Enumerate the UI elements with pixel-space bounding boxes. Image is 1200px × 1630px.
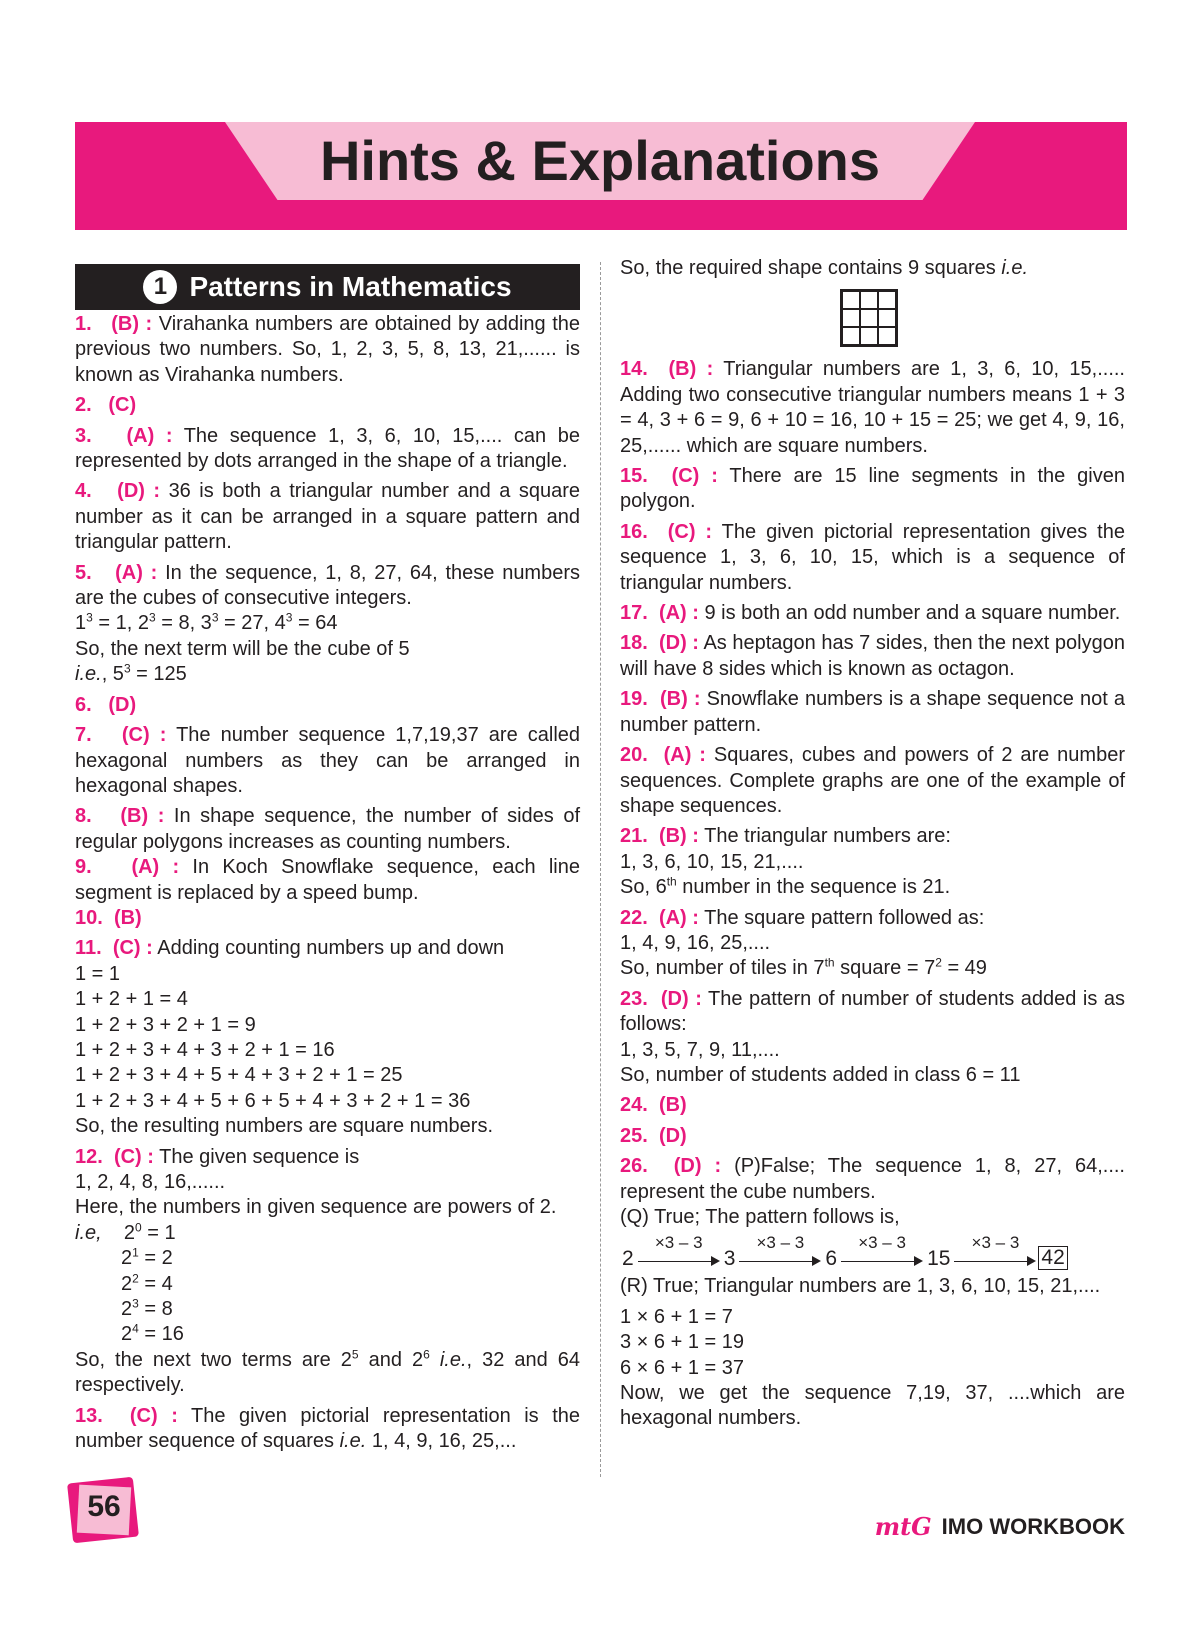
answer-7: 7. (C) : The number sequence 1,7,19,37 are called hexagonal numbers as they can be arranged in hexagonal shapes. <box>75 724 581 797</box>
arrow-icon: ×3 – 3 <box>952 1248 1038 1270</box>
answer-13: 13. (C) : The given pictorial representation is the number sequence of squares i.e. 1, 4, 9, 16, 25,... <box>75 1404 581 1453</box>
page-number: 56 <box>87 1490 121 1523</box>
answer-17: 17. (A) : 9 is both an odd number and a square number. <box>620 602 1121 625</box>
chapter-number: 1 <box>143 270 177 304</box>
answer-25: 25. (D) <box>620 1124 687 1147</box>
answer-9: 9. (A) : In Koch Snowflake sequence, each line segment is replaced by a speed bump. <box>75 856 580 904</box>
page-title: Hints & Explanations <box>319 129 881 192</box>
answer-22: 22. (A) : The square pattern followed as: 1, 4, 9, 16, 25,.... So, number of tiles in 7th square = $7^2 = 49$ <box>620 906 987 980</box>
answer-16: 16. (C) : The given pictorial representation gives the sequence 1, 3, 6, 10, 15, which is a sequence of triangular numbers. <box>620 520 1125 594</box>
left-column <box>75 264 580 1459</box>
footer-brand <box>875 1512 1125 1541</box>
answer-12: 12. (C) : The given sequence is 1, 2, 4, 8, 16,...... Here, the numbers in given sequence are powers of 2. i.e, $2^0 = 1$ $2^1 = 2$ $2^2 = 4$ $2^3 = 8$ $2^4 = 16$ So, the next two terms are $2^5$ and $2^6$ i.e., 32 and 64 respectively. <box>75 1145 580 1397</box>
answer-15: 15. (C) : There are 15 line segments in the given polygon. <box>620 465 1125 513</box>
right-column <box>620 256 1125 1437</box>
boxed-answer: 42 <box>1038 1246 1067 1270</box>
answer-10: 10. (B) <box>75 906 142 929</box>
chapter-heading <box>75 264 580 310</box>
answer-14: 14. (B) : Triangular numbers are 1, 3, 6, 10, 15,..... Adding two consecutive triangular numbers means 1 + 3 = 4, 3 + 6 = 9, 6 + 10 = 16, 10 + 15 = 25; we get 4, 9, 16, 25,...... which are square numbers. <box>620 358 1125 457</box>
chapter-title: Patterns in Mathematics <box>189 271 512 303</box>
answer-19: 19. (B) : Snowflake numbers is a shape sequence not a number pattern. <box>620 688 1125 736</box>
arrow-icon: ×3 – 3 <box>839 1248 925 1270</box>
answer-21: 21. (B) : The triangular numbers are: 1, 3, 6, 10, 15, 21,.... So, 6th number in the sequence is 21. <box>620 825 951 899</box>
answer-24: 24. (B) <box>620 1094 687 1117</box>
answer-20: 20. (A) : Squares, cubes and powers of 2 are number sequences. Complete graphs are one of the example of shape sequences. <box>620 744 1125 817</box>
answer-11: 11. (C) : Adding counting numbers up and down 1 = 1 1 + 2 + 1 = 4 1 + 2 + 3 + 2 + 1 = 9 1 + 2 + 3 + 4 + 3 + 2 + 1 = 16 1 + 2 + 3 + 4 + 5 + 4 + 3 + 2 + 1 = 25 1 + 2 + 3 + 4 + 5 + 6 + 5 + 4 + 3 + 2 + 1 = 36 So, the resulting numbers are square numbers. <box>75 937 505 1138</box>
multiply-chain: 2 ×3 – 3 3 ×3 – 3 6 ×3 – 3 15 ×3 – 3 42 <box>620 1230 1125 1270</box>
answer-3: 3. (A) : The sequence 1, 3, 6, 10, 15,.... can be represented by dots arranged in the shape of a triangle. <box>75 424 581 473</box>
cubes-line: $1^3 = 1$, $2^3 = 8$, $3^3 = 27$, $4^3 = 64$ <box>75 610 338 635</box>
answer-5: 5. (A) : In the sequence, 1, 8, 27, 64, these numbers are the cubes of consecutive integers. $1^3 = 1$, $2^3 = 8$, $3^3 = 27$, $4^3 = 64$ So, the next term will be the cube of 5 i.e., $5^3 = 125$ <box>75 561 581 686</box>
arrow-icon: ×3 – 3 <box>737 1248 823 1270</box>
column-divider <box>600 262 601 1477</box>
answer-23: 23. (D) : The pattern of number of students added is as follows: 1, 3, 5, 7, 9, 11,.... So, number of students added in class 6 = 11 <box>620 987 1125 1086</box>
mtg-logo: mtG <box>874 1512 932 1541</box>
answer-13-continued: So, the required shape contains 9 squares i.e. <box>620 257 1029 279</box>
answer-2: 2. (C) <box>75 394 137 417</box>
answer-8: 8. (B) : In shape sequence, the number of sides of regular polygons increases as counting numbers. <box>75 805 581 853</box>
answer-26: 26. (D) : (P)False; The sequence 1, 8, 27, 64,.... represent the cube numbers. (Q) True; The pattern follows is, 2 ×3 – 3 3 ×3 – 3 6 ×3 – 3 15 ×3 – 3 42 (R) True; Triangular numbers are 1, 3, 6, 10, 15, 21,.... 1 × 6 + 1 = 7 3 × 6 + 1 = 19 6 × 6 + 1 = 37 Now, we get the sequence 7,19, 37, ....which are hexagonal numbers. <box>620 1155 1125 1430</box>
answer-1: 1. (B) : Virahanka numbers are obtained by adding the previous two numbers. So, 1, 2, 3, 5, 8, 13, 21,...... is known as Virahanka numbers. <box>75 313 581 386</box>
nine-squares-figure <box>840 289 898 347</box>
answer-6: 6. (D) <box>75 693 137 716</box>
answer-4: 4. (D) : 36 is both a triangular number and a square number as it can be arranged in a square pattern and triangular pattern. <box>75 480 581 554</box>
workbook-title: IMO WORKBOOK <box>941 1513 1125 1539</box>
arrow-icon: ×3 – 3 <box>636 1248 722 1270</box>
answer-18: 18. (D) : As heptagon has 7 sides, then the next polygon will have 8 sides which is known as octagon. <box>620 632 1125 680</box>
